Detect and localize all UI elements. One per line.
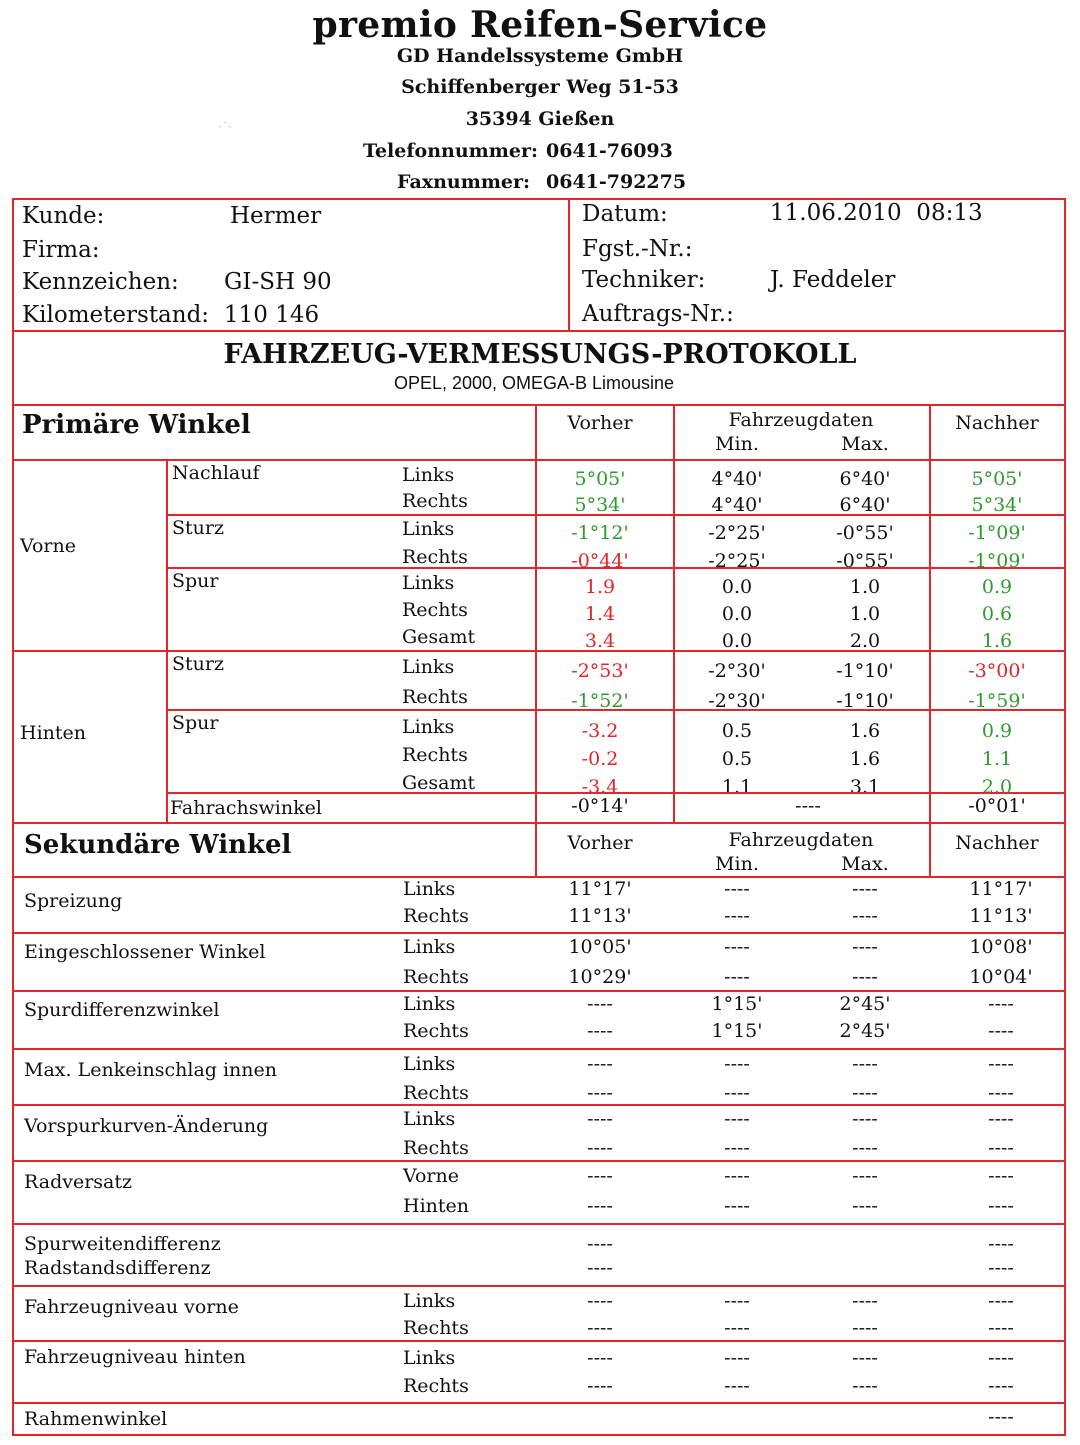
secondary-row-1-0-nachher: 10°08' [969, 936, 1033, 958]
divider [166, 459, 168, 822]
secondary-row-9-0-min: ---- [724, 1347, 750, 1369]
secondary-row-3-0-min: ---- [724, 1053, 750, 1075]
fahrachswinkel-label: Fahrachswinkel [170, 797, 322, 819]
label-techniker: Techniker: [582, 267, 706, 293]
secondary-row-4-1-max: ---- [852, 1137, 878, 1159]
secondary-header-max: Max. [841, 853, 889, 875]
divider [12, 1285, 1066, 1287]
primary-row-2-2-min: 0.0 [721, 630, 753, 652]
secondary-row-5-0-nachher: ---- [988, 1165, 1014, 1187]
divider [12, 330, 1066, 332]
divider [12, 932, 1066, 934]
primary-row-2-0-min: 0.0 [721, 576, 753, 598]
primary-row-1-0-max: -0°55' [836, 522, 894, 544]
divider [535, 822, 537, 876]
primary-row-2-2-max: 2.0 [849, 630, 881, 652]
primary-row-2-0-side: Links [402, 572, 455, 594]
secondary-row-0-1-nachher: 11°13' [969, 905, 1033, 927]
label-kilometerstand: Kilometerstand: [22, 302, 210, 328]
secondary-row-0-1-min: ---- [724, 905, 750, 927]
company-street: Schiffenberger Weg 51-53 [401, 76, 679, 98]
divider [929, 404, 931, 822]
secondary-header-min: Min. [715, 853, 759, 875]
primary-header-vorher: Vorher [567, 412, 633, 434]
secondary-row-2-1-side: Rechts [403, 1020, 469, 1042]
secondary-group-2-name: Spurdifferenzwinkel [24, 999, 220, 1021]
secondary-row-4-1-side: Rechts [403, 1137, 469, 1159]
secondary-group-9-name: Fahrzeugniveau hinten [24, 1346, 246, 1368]
divider [12, 822, 1066, 824]
secondary-row-4-1-min: ---- [724, 1137, 750, 1159]
secondary-section-title: Sekundäre Winkel [24, 830, 292, 860]
primary-header-min: Min. [715, 433, 759, 455]
primary-row-4-1-max: 1.6 [849, 748, 881, 770]
divider [12, 990, 1066, 992]
primary-group-3-name: Sturz [172, 653, 224, 675]
primary-row-0-0-min: 4°40' [711, 468, 763, 490]
primary-row-0-0-side: Links [402, 464, 455, 486]
secondary-row-2-0-min: 1°15' [711, 993, 763, 1015]
protocol-title: FAHRZEUG-VERMESSUNGS-PROTOKOLL [223, 339, 857, 370]
secondary-row-8-0-max: ---- [852, 1290, 878, 1312]
primary-row-3-1-vorher: -1°52' [571, 690, 629, 712]
vehicle-description: OPEL, 2000, OMEGA-B Limousine [393, 373, 675, 393]
secondary-group-5-name: Radversatz [24, 1171, 133, 1193]
secondary-group-1-name: Eingeschlossener Winkel [24, 941, 266, 963]
primary-row-3-0-min: -2°30' [708, 660, 766, 682]
value-kennzeichen: GI-SH 90 [224, 269, 332, 295]
divider [929, 822, 931, 876]
fahrachswinkel-data: ---- [795, 795, 821, 817]
divider [12, 1160, 1066, 1162]
primary-row-4-2-max: 3.1 [849, 776, 881, 798]
secondary-row-5-1-side: Hinten [403, 1195, 469, 1217]
phone-number: 0641-76093 [546, 140, 673, 162]
secondary-row-3-1-nachher: ---- [988, 1082, 1014, 1104]
secondary-row-9-1-vorher: ---- [587, 1375, 613, 1397]
primary-row-2-2-nachher: 1.6 [981, 630, 1013, 652]
secondary-row-0-0-vorher: 11°17' [568, 878, 632, 900]
primary-row-4-2-nachher: 2.0 [981, 776, 1013, 798]
secondary-header-nachher: Nachher [955, 832, 1039, 854]
secondary-row-8-0-vorher: ---- [587, 1290, 613, 1312]
divider [166, 792, 1066, 794]
secondary-row-7-0-nachher: ---- [988, 1257, 1014, 1279]
secondary-row-4-0-max: ---- [852, 1108, 878, 1130]
divider [166, 709, 1066, 711]
label-auftrag: Auftrags-Nr.: [582, 301, 734, 327]
secondary-row-0-1-vorher: 11°13' [568, 905, 632, 927]
secondary-header-vorher: Vorher [567, 832, 633, 854]
primary-row-2-1-min: 0.0 [721, 603, 753, 625]
secondary-row-9-1-nachher: ---- [988, 1375, 1014, 1397]
primary-row-0-0-max: 6°40' [839, 468, 891, 490]
primary-row-2-0-vorher: 1.9 [584, 576, 616, 598]
secondary-row-4-0-side: Links [403, 1108, 456, 1130]
secondary-row-8-1-nachher: ---- [988, 1317, 1014, 1339]
secondary-group-7-name: Radstandsdifferenz [24, 1257, 211, 1279]
secondary-row-4-0-min: ---- [724, 1108, 750, 1130]
secondary-row-1-0-min: ---- [724, 936, 750, 958]
secondary-row-3-0-max: ---- [852, 1053, 878, 1075]
fahrachswinkel-nachher: -0°01' [968, 795, 1026, 817]
primary-row-4-2-side: Gesamt [402, 772, 476, 794]
primary-row-2-1-nachher: 0.6 [981, 603, 1013, 625]
divider [12, 1340, 1066, 1342]
primary-row-1-0-min: -2°25' [708, 522, 766, 544]
secondary-row-3-1-min: ---- [724, 1082, 750, 1104]
primary-row-0-1-min: 4°40' [711, 494, 763, 516]
secondary-row-0-1-side: Rechts [403, 905, 469, 927]
secondary-row-8-0-side: Links [403, 1290, 456, 1312]
primary-row-2-2-side: Gesamt [402, 626, 476, 648]
secondary-row-3-0-side: Links [403, 1053, 456, 1075]
secondary-row-1-0-max: ---- [852, 936, 878, 958]
secondary-row-5-1-min: ---- [724, 1195, 750, 1217]
secondary-row-8-1-vorher: ---- [587, 1317, 613, 1339]
primary-row-2-1-side: Rechts [402, 599, 468, 621]
secondary-row-0-0-nachher: 11°17' [969, 878, 1033, 900]
primary-row-3-1-min: -2°30' [708, 690, 766, 712]
primary-row-2-1-max: 1.0 [849, 603, 881, 625]
secondary-row-5-0-max: ---- [852, 1165, 878, 1187]
primary-row-4-1-vorher: -0.2 [581, 748, 619, 770]
primary-row-3-1-max: -1°10' [836, 690, 894, 712]
primary-row-3-1-side: Rechts [402, 686, 468, 708]
secondary-row-0-1-max: ---- [852, 905, 878, 927]
secondary-row-3-1-max: ---- [852, 1082, 878, 1104]
primary-row-4-0-max: 1.6 [849, 720, 881, 742]
primary-row-2-0-nachher: 0.9 [981, 576, 1013, 598]
primary-row-1-1-side: Rechts [402, 546, 468, 568]
secondary-row-4-0-nachher: ---- [988, 1108, 1014, 1130]
secondary-row-2-0-vorher: ---- [587, 993, 613, 1015]
secondary-row-9-0-max: ---- [852, 1347, 878, 1369]
primary-row-1-1-vorher: -0°44' [571, 550, 629, 572]
company-city: 35394 Gießen [465, 108, 615, 130]
divider [535, 404, 537, 822]
secondary-group-0-name: Spreizung [24, 890, 123, 912]
primary-row-4-0-min: 0.5 [721, 720, 753, 742]
secondary-row-1-1-min: ---- [724, 966, 750, 988]
divider [12, 459, 1066, 461]
primary-group-2-name: Spur [172, 570, 219, 592]
primary-group-0-name: Nachlauf [172, 462, 260, 484]
primary-row-0-1-vorher: 5°34' [574, 494, 626, 516]
secondary-row-2-1-nachher: ---- [988, 1020, 1014, 1042]
primary-row-0-1-nachher: 5°34' [971, 494, 1023, 516]
secondary-row-5-1-max: ---- [852, 1195, 878, 1217]
primary-row-4-1-nachher: 1.1 [981, 748, 1013, 770]
secondary-group-6-name: Spurweitendifferenz [24, 1233, 221, 1255]
primary-row-3-0-max: -1°10' [836, 660, 894, 682]
secondary-row-2-0-max: 2°45' [839, 993, 891, 1015]
primary-row-1-1-max: -0°55' [836, 550, 894, 572]
secondary-group-4-name: Vorspurkurven-Änderung [24, 1115, 269, 1137]
secondary-row-3-1-vorher: ---- [587, 1082, 613, 1104]
secondary-row-1-0-side: Links [403, 936, 456, 958]
secondary-row-0-0-side: Links [403, 878, 456, 900]
secondary-row-5-1-nachher: ---- [988, 1195, 1014, 1217]
secondary-row-5-1-vorher: ---- [587, 1195, 613, 1217]
secondary-row-1-1-max: ---- [852, 966, 878, 988]
scan-smudge: ·˙· [218, 120, 232, 134]
primary-row-0-1-max: 6°40' [839, 494, 891, 516]
divider [166, 567, 1066, 569]
phone-label: Telefonnummer: [363, 140, 538, 162]
secondary-row-6-0-vorher: ---- [587, 1233, 613, 1255]
secondary-header-fahrzeugdaten: Fahrzeugdaten [728, 829, 874, 851]
primary-row-1-1-min: -2°25' [708, 550, 766, 572]
secondary-row-7-0-vorher: ---- [587, 1257, 613, 1279]
primary-row-1-1-nachher: -1°09' [968, 550, 1026, 572]
primary-row-3-0-side: Links [402, 656, 455, 678]
primary-row-1-0-side: Links [402, 518, 455, 540]
secondary-row-1-0-vorher: 10°05' [568, 936, 632, 958]
secondary-row-2-0-side: Links [403, 993, 456, 1015]
label-datum: Datum: [582, 201, 668, 227]
axle-front-label: Vorne [20, 535, 76, 557]
label-firma: Firma: [22, 237, 100, 263]
primary-row-1-0-nachher: -1°09' [968, 522, 1026, 544]
divider [12, 1048, 1066, 1050]
divider [12, 404, 1066, 406]
secondary-row-9-0-vorher: ---- [587, 1347, 613, 1369]
primary-row-2-1-vorher: 1.4 [584, 603, 616, 625]
secondary-row-2-1-vorher: ---- [587, 1020, 613, 1042]
company-legal-name: GD Handelssysteme GmbH [396, 45, 684, 67]
primary-row-3-0-nachher: -3°00' [968, 660, 1026, 682]
secondary-row-3-0-nachher: ---- [988, 1053, 1014, 1075]
fahrachswinkel-vorher: -0°14' [571, 795, 629, 817]
primary-header-fahrzeugdaten: Fahrzeugdaten [728, 409, 874, 431]
primary-row-0-1-side: Rechts [402, 490, 468, 512]
primary-header-nachher: Nachher [955, 412, 1039, 434]
secondary-row-4-1-vorher: ---- [587, 1137, 613, 1159]
secondary-row-9-1-min: ---- [724, 1375, 750, 1397]
secondary-row-1-1-vorher: 10°29' [568, 966, 632, 988]
secondary-row-9-1-side: Rechts [403, 1375, 469, 1397]
primary-row-4-1-min: 0.5 [721, 748, 753, 770]
value-kilometerstand: 110 146 [224, 302, 320, 328]
secondary-row-8-0-min: ---- [724, 1290, 750, 1312]
secondary-group-3-name: Max. Lenkeinschlag innen [24, 1059, 278, 1081]
divider [12, 876, 1066, 878]
label-fgst: Fgst.-Nr.: [582, 236, 693, 262]
fax-label: Faxnummer: [397, 171, 531, 193]
primary-row-4-0-nachher: 0.9 [981, 720, 1013, 742]
secondary-row-5-0-min: ---- [724, 1165, 750, 1187]
divider [673, 404, 675, 822]
secondary-row-5-0-side: Vorne [403, 1165, 459, 1187]
fax-number: 0641-792275 [546, 171, 687, 193]
primary-row-4-2-vorher: -3.4 [581, 776, 619, 798]
secondary-group-8-name: Fahrzeugniveau vorne [24, 1296, 239, 1318]
primary-row-4-1-side: Rechts [402, 744, 468, 766]
secondary-row-9-0-nachher: ---- [988, 1347, 1014, 1369]
secondary-row-5-0-vorher: ---- [587, 1165, 613, 1187]
secondary-row-6-0-nachher: ---- [988, 1233, 1014, 1255]
secondary-row-9-1-max: ---- [852, 1375, 878, 1397]
secondary-row-1-1-side: Rechts [403, 966, 469, 988]
secondary-row-1-1-nachher: 10°04' [969, 966, 1033, 988]
divider [12, 1104, 1066, 1106]
secondary-row-10-0-nachher: ---- [988, 1406, 1014, 1428]
primary-row-2-0-max: 1.0 [849, 576, 881, 598]
primary-row-3-0-vorher: -2°53' [571, 660, 629, 682]
label-kunde: Kunde: [22, 203, 105, 229]
secondary-row-2-1-min: 1°15' [711, 1020, 763, 1042]
value-datum: 11.06.2010 08:13 [770, 200, 983, 226]
secondary-row-4-1-nachher: ---- [988, 1137, 1014, 1159]
secondary-row-2-0-nachher: ---- [988, 993, 1014, 1015]
primary-header-max: Max. [841, 433, 889, 455]
secondary-row-4-0-vorher: ---- [587, 1108, 613, 1130]
divider [12, 650, 1066, 652]
value-techniker: J. Feddeler [770, 267, 896, 293]
secondary-group-10-name: Rahmenwinkel [24, 1408, 168, 1430]
primary-group-1-name: Sturz [172, 517, 224, 539]
primary-group-4-name: Spur [172, 712, 219, 734]
divider [12, 1223, 1066, 1225]
secondary-row-0-0-min: ---- [724, 878, 750, 900]
primary-row-0-0-vorher: 5°05' [574, 468, 626, 490]
primary-section-title: Primäre Winkel [22, 410, 251, 440]
primary-row-4-0-vorher: -3.2 [581, 720, 619, 742]
secondary-row-8-1-min: ---- [724, 1317, 750, 1339]
primary-row-3-1-nachher: -1°59' [968, 690, 1026, 712]
secondary-row-8-0-nachher: ---- [988, 1290, 1014, 1312]
divider [12, 1402, 1066, 1404]
primary-row-2-2-vorher: 3.4 [584, 630, 616, 652]
label-kennzeichen: Kennzeichen: [22, 269, 179, 295]
company-name: premio Reifen-Service [312, 4, 768, 46]
secondary-row-9-0-side: Links [403, 1347, 456, 1369]
axle-rear-label: Hinten [20, 722, 86, 744]
secondary-row-2-1-max: 2°45' [839, 1020, 891, 1042]
primary-row-0-0-nachher: 5°05' [971, 468, 1023, 490]
primary-row-1-0-vorher: -1°12' [571, 522, 629, 544]
primary-row-4-2-min: 1.1 [721, 776, 753, 798]
secondary-row-8-1-max: ---- [852, 1317, 878, 1339]
secondary-row-0-0-max: ---- [852, 878, 878, 900]
secondary-row-8-1-side: Rechts [403, 1317, 469, 1339]
secondary-row-3-0-vorher: ---- [587, 1053, 613, 1075]
divider [568, 198, 570, 330]
value-kunde: Hermer [230, 203, 322, 229]
divider [166, 514, 1066, 516]
secondary-row-3-1-side: Rechts [403, 1082, 469, 1104]
primary-row-4-0-side: Links [402, 716, 455, 738]
